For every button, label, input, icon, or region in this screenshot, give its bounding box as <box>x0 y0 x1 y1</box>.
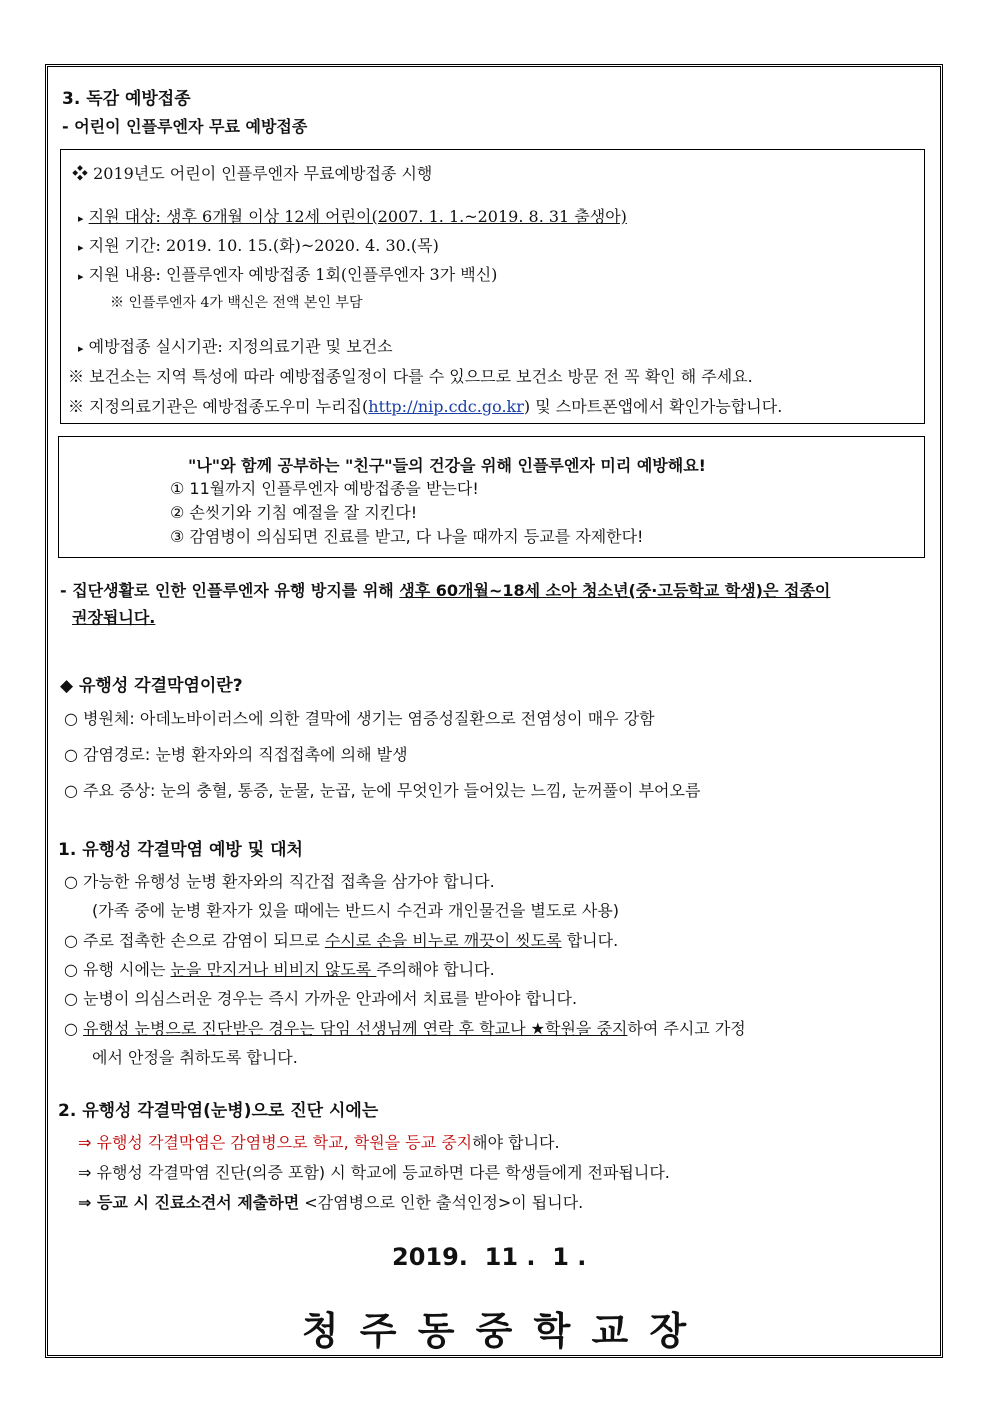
prevention-item-2: ○ 주로 접촉한 손으로 감염이 되므로 수시로 손을 비누로 깨끗이 씻도록 합니다. <box>64 931 619 950</box>
prevention-item-1: ○ 가능한 유행성 눈병 환자와의 직간접 접촉을 삼가야 합니다. <box>64 872 495 891</box>
document-date: 2019. 11 . 1 . <box>392 1243 587 1271</box>
info-period: ▸ 지원 기간: 2019. 10. 15.(화)~2020. 4. 30.(목) <box>78 236 439 255</box>
friend-item-3: ③ 감염병이 의심되면 진료를 받고, 다 나을 때까지 등교를 자제한다! <box>170 527 644 546</box>
friend-item-1: ① 11월까지 인플루엔자 예방접종을 받는다! <box>170 479 479 498</box>
info-note-4valent: ※ 인플루엔자 4가 백신은 전액 본인 부담 <box>110 295 363 311</box>
prevention-item-5b: 에서 안정을 취하도록 합니다. <box>92 1048 298 1067</box>
info-heading: ❖ 2019년도 어린이 인플루엔자 무료예방접종 시행 <box>72 164 433 183</box>
diagnosis-item-1: ⇒ 유행성 각결막염은 감염병으로 학교, 학원을 등교 중지해야 합니다. <box>78 1133 560 1152</box>
section-subtitle: - 어린이 인플루엔자 무료 예방접종 <box>62 117 308 136</box>
prevention-title: 1. 유행성 각결막염 예방 및 대처 <box>58 840 303 860</box>
friend-box-title: "나"와 함께 공부하는 "친구"들의 건강을 위해 인플루엔자 미리 예방해요! <box>188 456 706 475</box>
school-principal: 청 주 동 중 학 교 장 <box>301 1308 691 1353</box>
info-content: ▸ 지원 내용: 인플루엔자 예방접종 1회(인플루엔자 3가 백신) <box>78 265 498 284</box>
nip-link[interactable]: http://nip.cdc.go.kr <box>368 397 524 416</box>
conjunctivitis-item-1: ○ 병원체: 아데노바이러스에 의한 결막에 생기는 염증성질환으로 전염성이 매우 강함 <box>64 709 655 728</box>
diagnosis-title: 2. 유행성 각결막염(눈병)으로 진단 시에는 <box>58 1101 379 1121</box>
info-notice-1: ※ 보건소는 지역 특성에 따라 예방접종일정이 다를 수 있으므로 보건소 방문 전 꼭 확인 해 주세요. <box>68 367 753 386</box>
group-note-line1: - 집단생활로 인한 인플루엔자 유행 방지를 위해 생후 60개월~18세 소아 청소년(중·고등학교 학생)은 접종이 <box>60 581 831 600</box>
section-title: 3. 독감 예방접종 <box>62 89 191 109</box>
group-note-line2: 권장됩니다. <box>72 608 156 627</box>
friend-item-2: ② 손씻기와 기침 예절을 잘 지킨다! <box>170 503 418 522</box>
prevention-item-5: ○ 유행성 눈병으로 진단받은 경우는 담임 선생님께 연락 후 학교나 ★학원을 중지하여 주시고 가정 <box>64 1019 746 1038</box>
prevention-item-3: ○ 유행 시에는 눈을 만지거나 비비지 않도록 주의해야 합니다. <box>64 960 495 979</box>
diagnosis-item-3: ⇒ 등교 시 진료소견서 제출하면 <감염병으로 인한 출석인정>이 됩니다. <box>78 1193 584 1212</box>
prevention-item-1b: (가족 중에 눈병 환자가 있을 때에는 반드시 수건과 개인물건을 별도로 사용) <box>92 901 620 920</box>
prevention-item-4: ○ 눈병이 의심스러운 경우는 즉시 가까운 안과에서 치료를 받아야 합니다. <box>64 989 578 1008</box>
info-notice-2: ※ 지정의료기관은 예방접종도우미 누리집(http://nip.cdc.go.kr) 및 스마트폰앱에서 확인가능합니다. <box>68 397 783 416</box>
conjunctivitis-item-3: ○ 주요 증상: 눈의 충혈, 통증, 눈물, 눈곱, 눈에 무엇인가 들어있는 느낌, 눈꺼풀이 부어오름 <box>64 781 701 800</box>
conjunctivitis-title: ◆ 유행성 각결막염이란? <box>60 676 243 696</box>
info-institution: ▸ 예방접종 실시기관: 지정의료기관 및 보건소 <box>78 337 393 356</box>
info-target: ▸ 지원 대상: 생후 6개월 이상 12세 어린이(2007. 1. 1.~2019. 8. 31 출생아) <box>78 207 627 226</box>
diagnosis-item-2: ⇒ 유행성 각결막염 진단(의증 포함) 시 학교에 등교하면 다른 학생들에게 전파됩니다. <box>78 1163 670 1182</box>
conjunctivitis-item-2: ○ 감염경로: 눈병 환자와의 직접접촉에 의해 발생 <box>64 745 408 764</box>
